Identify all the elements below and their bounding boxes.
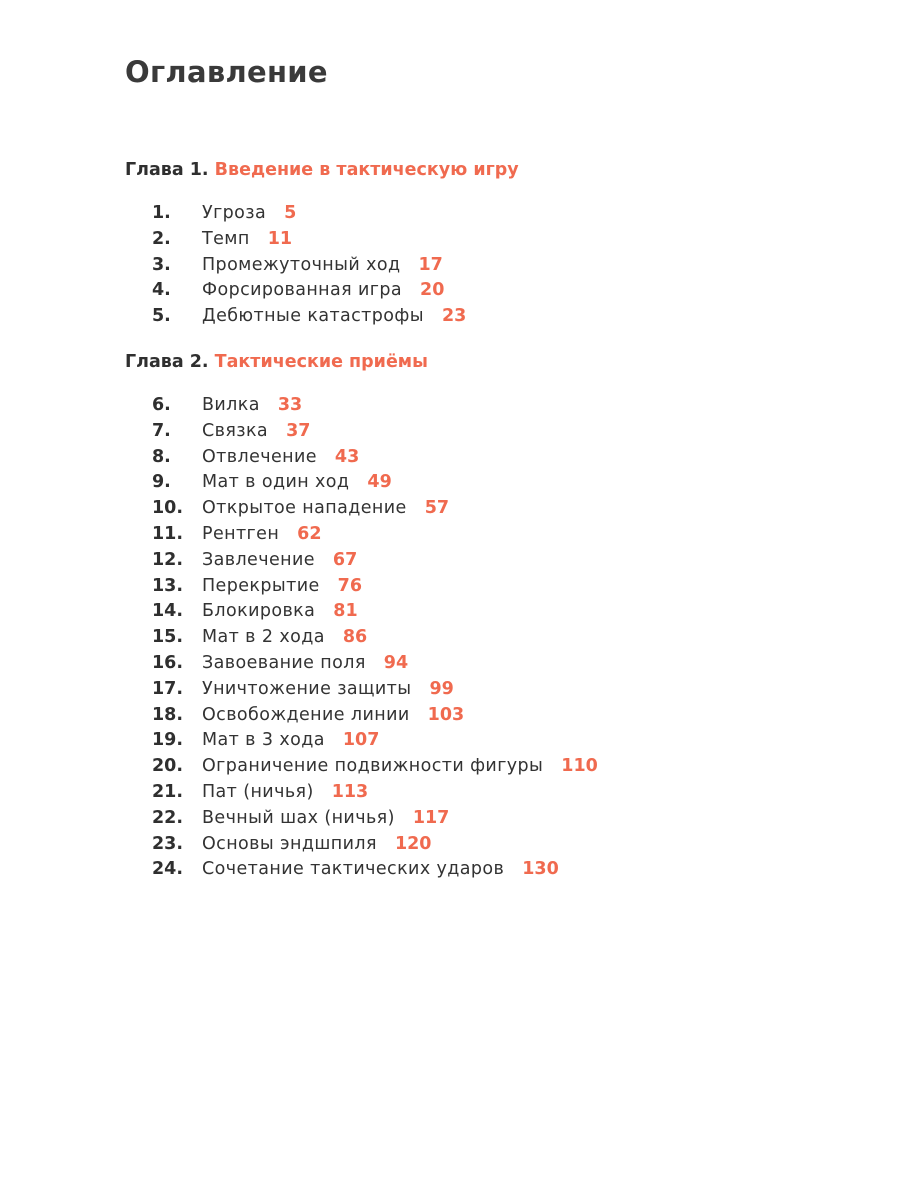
entry-page-number: 76 [337, 575, 362, 596]
entry-page-number: 11 [267, 228, 293, 249]
entry-number: 14. [152, 601, 184, 622]
entry-title [202, 226, 292, 252]
entry-title [202, 727, 379, 753]
entry-page-number: 117 [412, 807, 450, 828]
entry-page-number: 94 [383, 653, 409, 673]
entry-title [202, 650, 408, 676]
entry-number: 8. [152, 446, 171, 467]
entry-label: Промежуточный ход [202, 254, 401, 275]
entry-page-number: 99 [429, 678, 454, 699]
entry-page-number: 17 [418, 254, 443, 275]
entry-number: 4. [152, 280, 171, 301]
entry-number: 18. [152, 704, 184, 725]
entry-label: Уничтожение защиты [202, 678, 412, 699]
entry-number: 22. [152, 807, 184, 828]
entry-page-number: 67 [332, 549, 358, 570]
chapter-heading [125, 158, 519, 182]
entry-number: 21. [152, 782, 184, 802]
entry-page-number: 37 [286, 420, 311, 441]
entry-number: 6. [152, 395, 171, 415]
entry-label: Блокировка [202, 601, 316, 622]
entry-number: 12. [152, 549, 184, 570]
entry-number: 10. [152, 498, 184, 519]
entry-label: Форсированная игра [202, 280, 403, 301]
entry-number: 13. [152, 575, 184, 596]
entry-title [202, 277, 444, 303]
entry-page-number: 103 [427, 704, 465, 725]
entry-label: Связка [202, 420, 269, 441]
entry-number: 9. [152, 472, 171, 493]
entry-title [202, 598, 358, 624]
entry-number: 1. [152, 203, 171, 223]
chapter-prefix: Глава 1. [125, 160, 209, 180]
entry-title [202, 702, 464, 728]
entry-number: 7. [152, 420, 171, 441]
entry-title [202, 547, 357, 573]
entry-title [202, 779, 368, 805]
entry-label: Сочетание тактических ударов [202, 859, 505, 880]
entry-label: Ограничение подвижности фигуры [202, 756, 544, 777]
entry-page-number: 110 [561, 756, 598, 777]
entry-title [202, 831, 431, 857]
entry-label: Дебютные катастрофы [202, 306, 424, 327]
entry-title [202, 418, 310, 444]
entry-label: Мат в 2 хода [202, 627, 325, 648]
entry-label: Открытое нападение [202, 498, 407, 519]
entry-page-number: 120 [394, 833, 432, 854]
entry-page-number: 5 [284, 203, 297, 223]
entry-number: 2. [152, 228, 171, 249]
entry-label: Пат (ничья) [202, 782, 314, 802]
entry-page-number: 130 [522, 859, 559, 880]
entry-title [202, 444, 359, 470]
entry-label: Темп [202, 228, 250, 249]
chapter-title: Введение в тактическую игру [214, 160, 519, 180]
entry-page-number: 62 [297, 524, 322, 544]
entry-label: Освобождение линии [202, 704, 410, 725]
chapter-title: Тактические приёмы [214, 352, 428, 372]
entry-number: 15. [152, 627, 184, 648]
entry-label: Мат в один ход [202, 472, 350, 493]
entry-label: Вечный шах (ничья) [202, 807, 395, 828]
entry-page-number: 86 [342, 627, 368, 648]
entry-title [202, 303, 466, 329]
entry-title [202, 856, 559, 882]
chapter-prefix: Глава 2. [125, 352, 209, 372]
entry-label: Завлечение [202, 549, 315, 570]
entry-page-number: 20 [420, 280, 445, 301]
entry-label: Основы эндшпиля [202, 833, 377, 854]
entry-number: 11. [152, 524, 184, 544]
entry-title [202, 521, 322, 547]
entry-page-number: 33 [277, 395, 303, 415]
entry-label: Рентген [202, 524, 280, 544]
entry-title [202, 573, 362, 599]
entry-title [202, 805, 449, 831]
entry-title [202, 676, 454, 702]
entry-label: Завоевание поля [202, 653, 366, 673]
entry-label: Вилка [202, 395, 260, 415]
entry-label: Мат в 3 хода [202, 730, 325, 751]
entry-number: 16. [152, 653, 184, 673]
entry-label: Угроза [202, 203, 267, 223]
entry-page-number: 23 [441, 306, 467, 327]
entry-number: 5. [152, 306, 171, 327]
entry-title [202, 495, 449, 521]
entry-number: 24. [152, 859, 184, 880]
entry-page-number: 49 [367, 472, 392, 493]
entry-page-number: 113 [331, 782, 369, 802]
entry-title [202, 252, 443, 278]
entry-number: 20. [152, 756, 184, 777]
entry-title [202, 753, 598, 779]
entry-label: Перекрытие [202, 575, 320, 596]
entry-label: Отвлечение [202, 446, 317, 467]
entry-number: 3. [152, 254, 171, 275]
entry-number: 23. [152, 833, 184, 854]
entry-title [202, 392, 302, 418]
chapter-heading [125, 350, 428, 374]
entry-number: 17. [152, 678, 184, 699]
entry-title [202, 200, 296, 226]
entry-title [202, 469, 392, 495]
page-title: Оглавление [125, 55, 328, 89]
entry-page-number: 57 [424, 498, 450, 519]
entry-title [202, 624, 367, 650]
entry-page-number: 107 [342, 730, 380, 751]
entry-page-number: 43 [334, 446, 360, 467]
entry-page-number: 81 [333, 601, 358, 622]
entry-number: 19. [152, 730, 184, 751]
